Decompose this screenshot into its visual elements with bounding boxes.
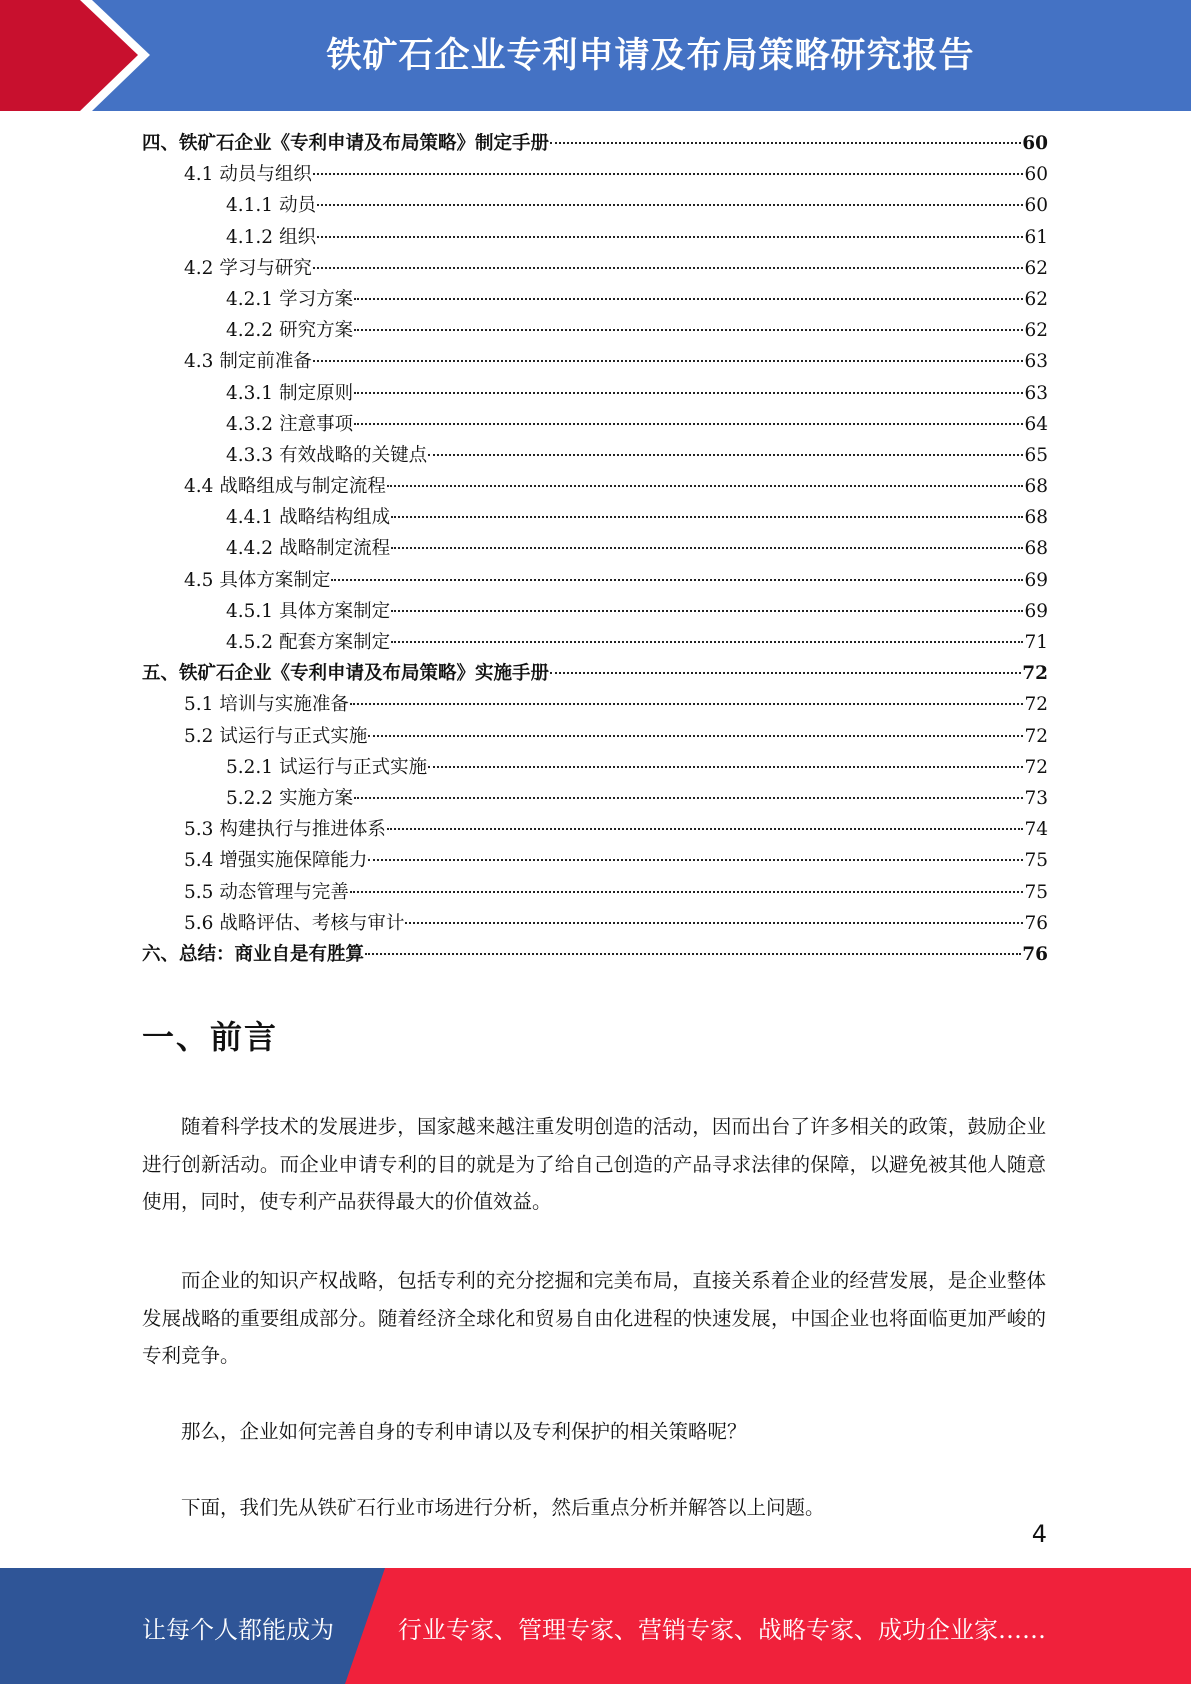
toc-entry-page: 72 [1022,663,1048,685]
toc-leader-dots [350,891,1024,893]
toc-entry[interactable] [142,128,1048,159]
toc-entry-page: 62 [1024,257,1048,279]
toc-entry-label: 五、铁矿石企业《专利申请及布局策略》实施手册 [142,663,550,685]
toc-entry-label: 增强实施保障能力 [219,850,368,872]
toc-entry-page: 72 [1024,725,1048,747]
toc-leader-dots [365,953,1021,955]
toc-entry-number: 4.5.1 [226,600,274,622]
toc-entry-number: 4.2.1 [226,288,274,310]
toc-leader-dots [391,516,1023,518]
toc-leader-dots [331,579,1023,581]
toc-leader-dots [317,236,1023,238]
toc-leader-dots [391,641,1023,643]
toc-entry-number: 4.2 [184,257,214,279]
toc-entry-page: 60 [1022,133,1048,154]
toc-entry-page: 73 [1024,787,1048,809]
toc-entry-page: 72 [1024,756,1048,778]
toc-entry[interactable] [142,908,1048,939]
toc-entry-number: 4.4.2 [226,538,274,560]
toc-entry[interactable] [142,877,1048,908]
toc-entry-label: 实施方案 [279,787,354,809]
toc-entry[interactable] [142,596,1048,627]
toc-entry-number: 4.1.1 [226,195,274,217]
toc-leader-dots [387,485,1024,487]
toc-entry-number: 4.5 [184,569,214,591]
toc-entry-page: 62 [1024,320,1048,342]
toc-entry-label: 战略评估、考核与审计 [219,912,405,934]
toc-entry-label: 具体方案制定 [279,600,391,622]
paragraph: 随着科学技术的发展进步，国家越来越注重发明创造的活动，因而出台了许多相关的政策，鼓励企业进行创新活动。而企业申请专利的目的就是为了给自己创造的产品寻求法律的保障，以避免被其他人随意使用，同时，使专利产品获得最大的价值效益。 [142,1115,1046,1213]
toc-entry[interactable] [142,502,1048,533]
toc-entry-page: 60 [1024,195,1048,217]
toc-entry-number: 4.3.1 [226,382,274,404]
toc-entry-label: 注意事项 [279,413,354,435]
toc-entry-number: 5.5 [184,881,214,903]
toc-entry-page: 68 [1024,538,1048,560]
toc-entry-page: 74 [1024,819,1048,841]
toc-entry-label: 四、铁矿石企业《专利申请及布局策略》制定手册 [142,133,550,154]
toc-entry[interactable] [142,222,1048,253]
toc-entry-label: 六、总结：商业自是有胜算 [142,943,365,965]
toc-entry[interactable] [142,440,1048,471]
footer-slogan-right: 行业专家、管理专家、营销专家、战略专家、成功企业家…… [398,1616,1046,1644]
toc-leader-dots [387,828,1024,830]
toc-entry[interactable] [142,533,1048,564]
toc-entry-label: 构建执行与推进体系 [219,819,386,841]
toc-entry[interactable] [142,284,1048,315]
toc-entry-number: 5.4 [184,850,214,872]
toc-entry-label: 战略结构组成 [279,507,391,529]
toc-leader-dots [313,360,1024,362]
toc-entry-label: 试运行与正式实施 [279,756,428,778]
toc-leader-dots [313,173,1024,175]
toc-leader-dots [428,454,1023,456]
toc-entry-label: 配套方案制定 [279,632,391,653]
toc-entry-label: 制定原则 [279,382,354,404]
toc-leader-dots [350,703,1024,705]
paragraph: 而企业的知识产权战略，包括专利的充分挖掘和完美布局，直接关系着企业的经营发展，是企业整体发展战略的重要组成部分。随着经济全球化和贸易自由化进程的快速发展，中国企业也将面临更加严峻的专利竞争。 [142,1269,1046,1367]
header-banner [0,0,1191,111]
toc-entry-number: 5.2 [184,725,214,747]
toc-entry-page: 64 [1024,413,1048,435]
toc-entry-label: 动员 [279,195,317,217]
toc-leader-dots [391,547,1023,549]
toc-entry[interactable] [142,939,1048,970]
toc-entry[interactable] [142,253,1048,284]
toc-leader-dots [354,329,1023,331]
toc-leader-dots [354,423,1023,425]
toc-entry-label: 培训与实施准备 [219,694,349,716]
toc-entry[interactable] [142,190,1048,221]
toc-leader-dots [550,672,1021,674]
toc-entry-number: 4.3.2 [226,413,274,435]
toc-entry-number: 4.1 [184,164,214,186]
toc-entry-page: 62 [1024,288,1048,310]
toc-entry-label: 动态管理与完善 [219,881,349,903]
toc-entry[interactable] [142,814,1048,845]
toc-leader-dots [368,859,1023,861]
toc-entry-number: 4.1.2 [226,226,274,248]
toc-entry-page: 72 [1024,694,1048,716]
toc-entry-page: 75 [1024,881,1048,903]
toc-entry[interactable] [142,658,1048,689]
toc-leader-dots [428,766,1023,768]
paragraph: 下面，我们先从铁矿石行业市场进行分析，然后重点分析并解答以上问题。 [181,1496,825,1519]
toc-entry-label: 学习方案 [279,288,354,310]
toc-entry-page: 63 [1024,382,1048,404]
toc-entry-number: 4.2.2 [226,320,274,342]
toc-entry-label: 战略制定流程 [279,538,391,560]
toc-entry-label: 具体方案制定 [219,569,331,591]
table-of-contents [142,128,1048,970]
toc-entry[interactable] [142,845,1048,876]
toc-entry[interactable] [142,346,1048,377]
toc-entry[interactable] [142,409,1048,440]
toc-entry[interactable] [142,378,1048,409]
toc-entry[interactable] [142,721,1048,752]
toc-entry-page: 69 [1024,600,1048,622]
toc-entry-page: 71 [1024,632,1048,653]
toc-entry[interactable] [142,565,1048,596]
toc-entry-page: 63 [1024,351,1048,373]
page-number: 4 [1031,1520,1047,1548]
toc-entry-page: 65 [1024,444,1048,466]
toc-entry-page: 76 [1022,943,1048,965]
toc-entry-label: 组织 [279,226,317,248]
toc-entry[interactable] [142,471,1048,502]
toc-leader-dots [313,267,1024,269]
toc-entry-number: 5.3 [184,819,214,841]
toc-leader-dots [550,142,1021,144]
toc-leader-dots [405,922,1023,924]
footer-slogan-left: 让每个人都能成为 [142,1616,334,1644]
toc-entry-label: 制定前准备 [219,351,312,373]
toc-entry[interactable] [142,315,1048,346]
toc-entry-page: 75 [1024,850,1048,872]
toc-leader-dots [354,797,1023,799]
toc-entry-label: 研究方案 [279,320,354,342]
toc-entry-page: 61 [1024,226,1048,248]
toc-entry-label: 试运行与正式实施 [219,725,368,747]
toc-entry[interactable] [142,783,1048,814]
toc-leader-dots [354,298,1023,300]
toc-entry-number: 5.2.1 [226,756,274,778]
toc-entry-page: 76 [1024,912,1048,934]
toc-entry-number: 4.4.1 [226,507,274,529]
toc-entry-label: 动员与组织 [219,164,312,186]
report-title: 铁矿石企业专利申请及布局策略研究报告 [326,36,975,76]
toc-entry[interactable] [142,689,1048,720]
toc-entry-number: 4.4 [184,476,214,498]
toc-entry[interactable] [142,752,1048,783]
paragraph: 那么，企业如何完善自身的专利申请以及专利保护的相关策略呢？ [181,1420,747,1443]
toc-entry[interactable] [142,627,1048,658]
toc-leader-dots [317,204,1023,206]
toc-entry-label: 学习与研究 [219,257,312,279]
toc-entry-number: 4.3 [184,351,214,373]
toc-entry-number: 4.5.2 [226,632,274,653]
section-heading: 一、前言 [142,1018,279,1056]
toc-entry-page: 68 [1024,507,1048,529]
toc-entry-number: 5.2.2 [226,787,274,809]
footer-banner [0,1568,1191,1684]
toc-entry-label: 有效战略的关键点 [279,444,428,466]
toc-entry-number: 5.1 [184,694,214,716]
toc-entry-page: 69 [1024,569,1048,591]
toc-entry[interactable] [142,159,1048,190]
toc-leader-dots [354,392,1023,394]
toc-entry-label: 战略组成与制定流程 [219,476,386,498]
toc-leader-dots [391,610,1023,612]
toc-leader-dots [368,735,1023,737]
toc-entry-page: 60 [1024,164,1048,186]
toc-entry-page: 68 [1024,476,1048,498]
toc-entry-number: 5.6 [184,912,214,934]
toc-entry-number: 4.3.3 [226,444,274,466]
